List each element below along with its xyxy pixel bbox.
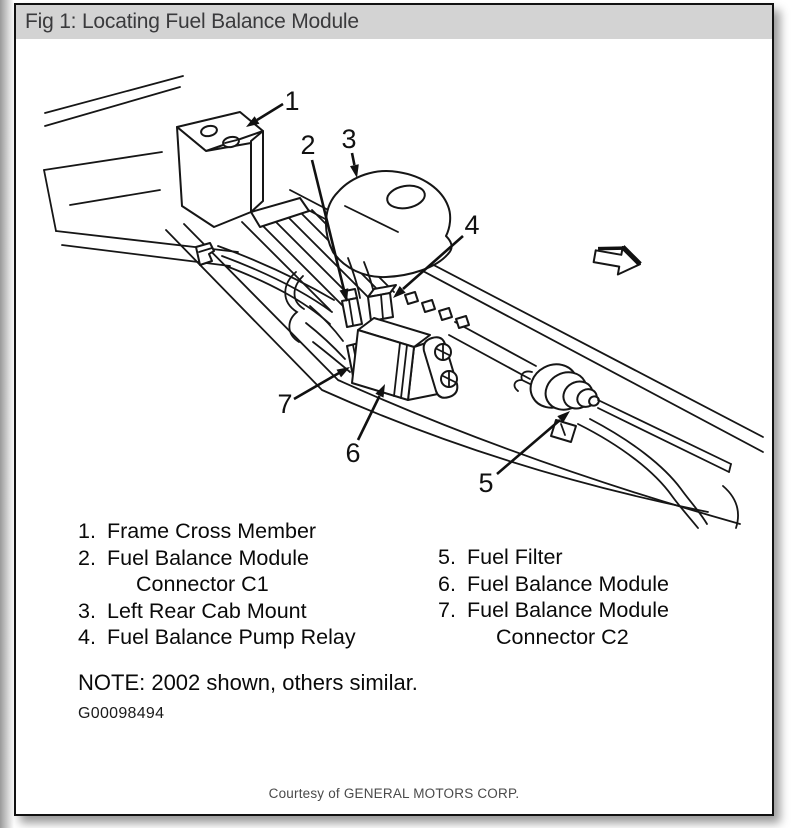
courtesy-footer: Courtesy of GENERAL MOTORS CORP. [268, 786, 520, 801]
callout-number-5: 5 [478, 468, 494, 498]
legend-item [438, 544, 669, 571]
legend-item-number [467, 624, 496, 651]
frame-diagram [16, 39, 772, 539]
legend-item [78, 598, 356, 625]
figure-title-bar [16, 5, 772, 39]
legend-item-text: Connector C2 [496, 624, 629, 649]
legend-item-text: Fuel Balance Module [467, 571, 669, 596]
page-left-shadow [0, 0, 14, 828]
rail-clip [196, 243, 214, 265]
figure-code: G00098494 [78, 705, 165, 722]
fuel-balance-module [352, 318, 457, 400]
legend-item-number: 5. [438, 545, 456, 569]
legend-item-text: Fuel Filter [467, 545, 563, 569]
legend-item [438, 571, 669, 598]
callout-number-2: 2 [300, 130, 316, 160]
figure-window [14, 3, 774, 816]
frame-cross-member [177, 112, 309, 227]
fuel-balance-pump-relay [368, 285, 396, 321]
legend-item-number [107, 571, 136, 598]
legend-item-text: Frame Cross Member [107, 519, 317, 543]
legend-item-text: Fuel Balance Module [107, 545, 309, 570]
legend-left-column [78, 518, 356, 651]
legend-item-text: Left Rear Cab Mount [107, 598, 307, 623]
legend-item-number: 3. [78, 598, 96, 623]
legend-item [78, 518, 356, 545]
legend-item-number: 7. [438, 598, 456, 622]
legend-item-number: 4. [78, 625, 96, 649]
legend-item [78, 571, 356, 598]
legend-right-column [438, 544, 669, 650]
direction-arrow-icon [592, 242, 642, 278]
rail-rivet-ticks [405, 292, 469, 328]
legend-item-text: Fuel Balance Pump Relay [107, 625, 356, 649]
legend-item-text: Connector C1 [136, 572, 269, 596]
figure-note: NOTE: 2002 shown, others similar. [78, 670, 418, 695]
legend-item [78, 545, 356, 572]
figure-content [16, 39, 772, 814]
legend-item [438, 597, 669, 624]
callout-number-7: 7 [277, 389, 293, 419]
fuel-lines [578, 400, 738, 528]
legend-item-number: 2. [78, 545, 96, 570]
figure-title: Fig 1: Locating Fuel Balance Module [25, 10, 359, 33]
callout-number-4: 4 [464, 210, 480, 240]
legend-item [438, 624, 669, 651]
frame-rail-lines [44, 76, 763, 524]
legend-item-number: 1. [78, 519, 96, 543]
callout-number-1: 1 [284, 86, 300, 116]
legend-item-number: 6. [438, 571, 456, 596]
callout-number-3: 3 [341, 124, 357, 154]
legend-item-text: Fuel Balance Module [467, 598, 669, 622]
legend-item [78, 624, 356, 651]
callout-number-6: 6 [345, 438, 361, 468]
